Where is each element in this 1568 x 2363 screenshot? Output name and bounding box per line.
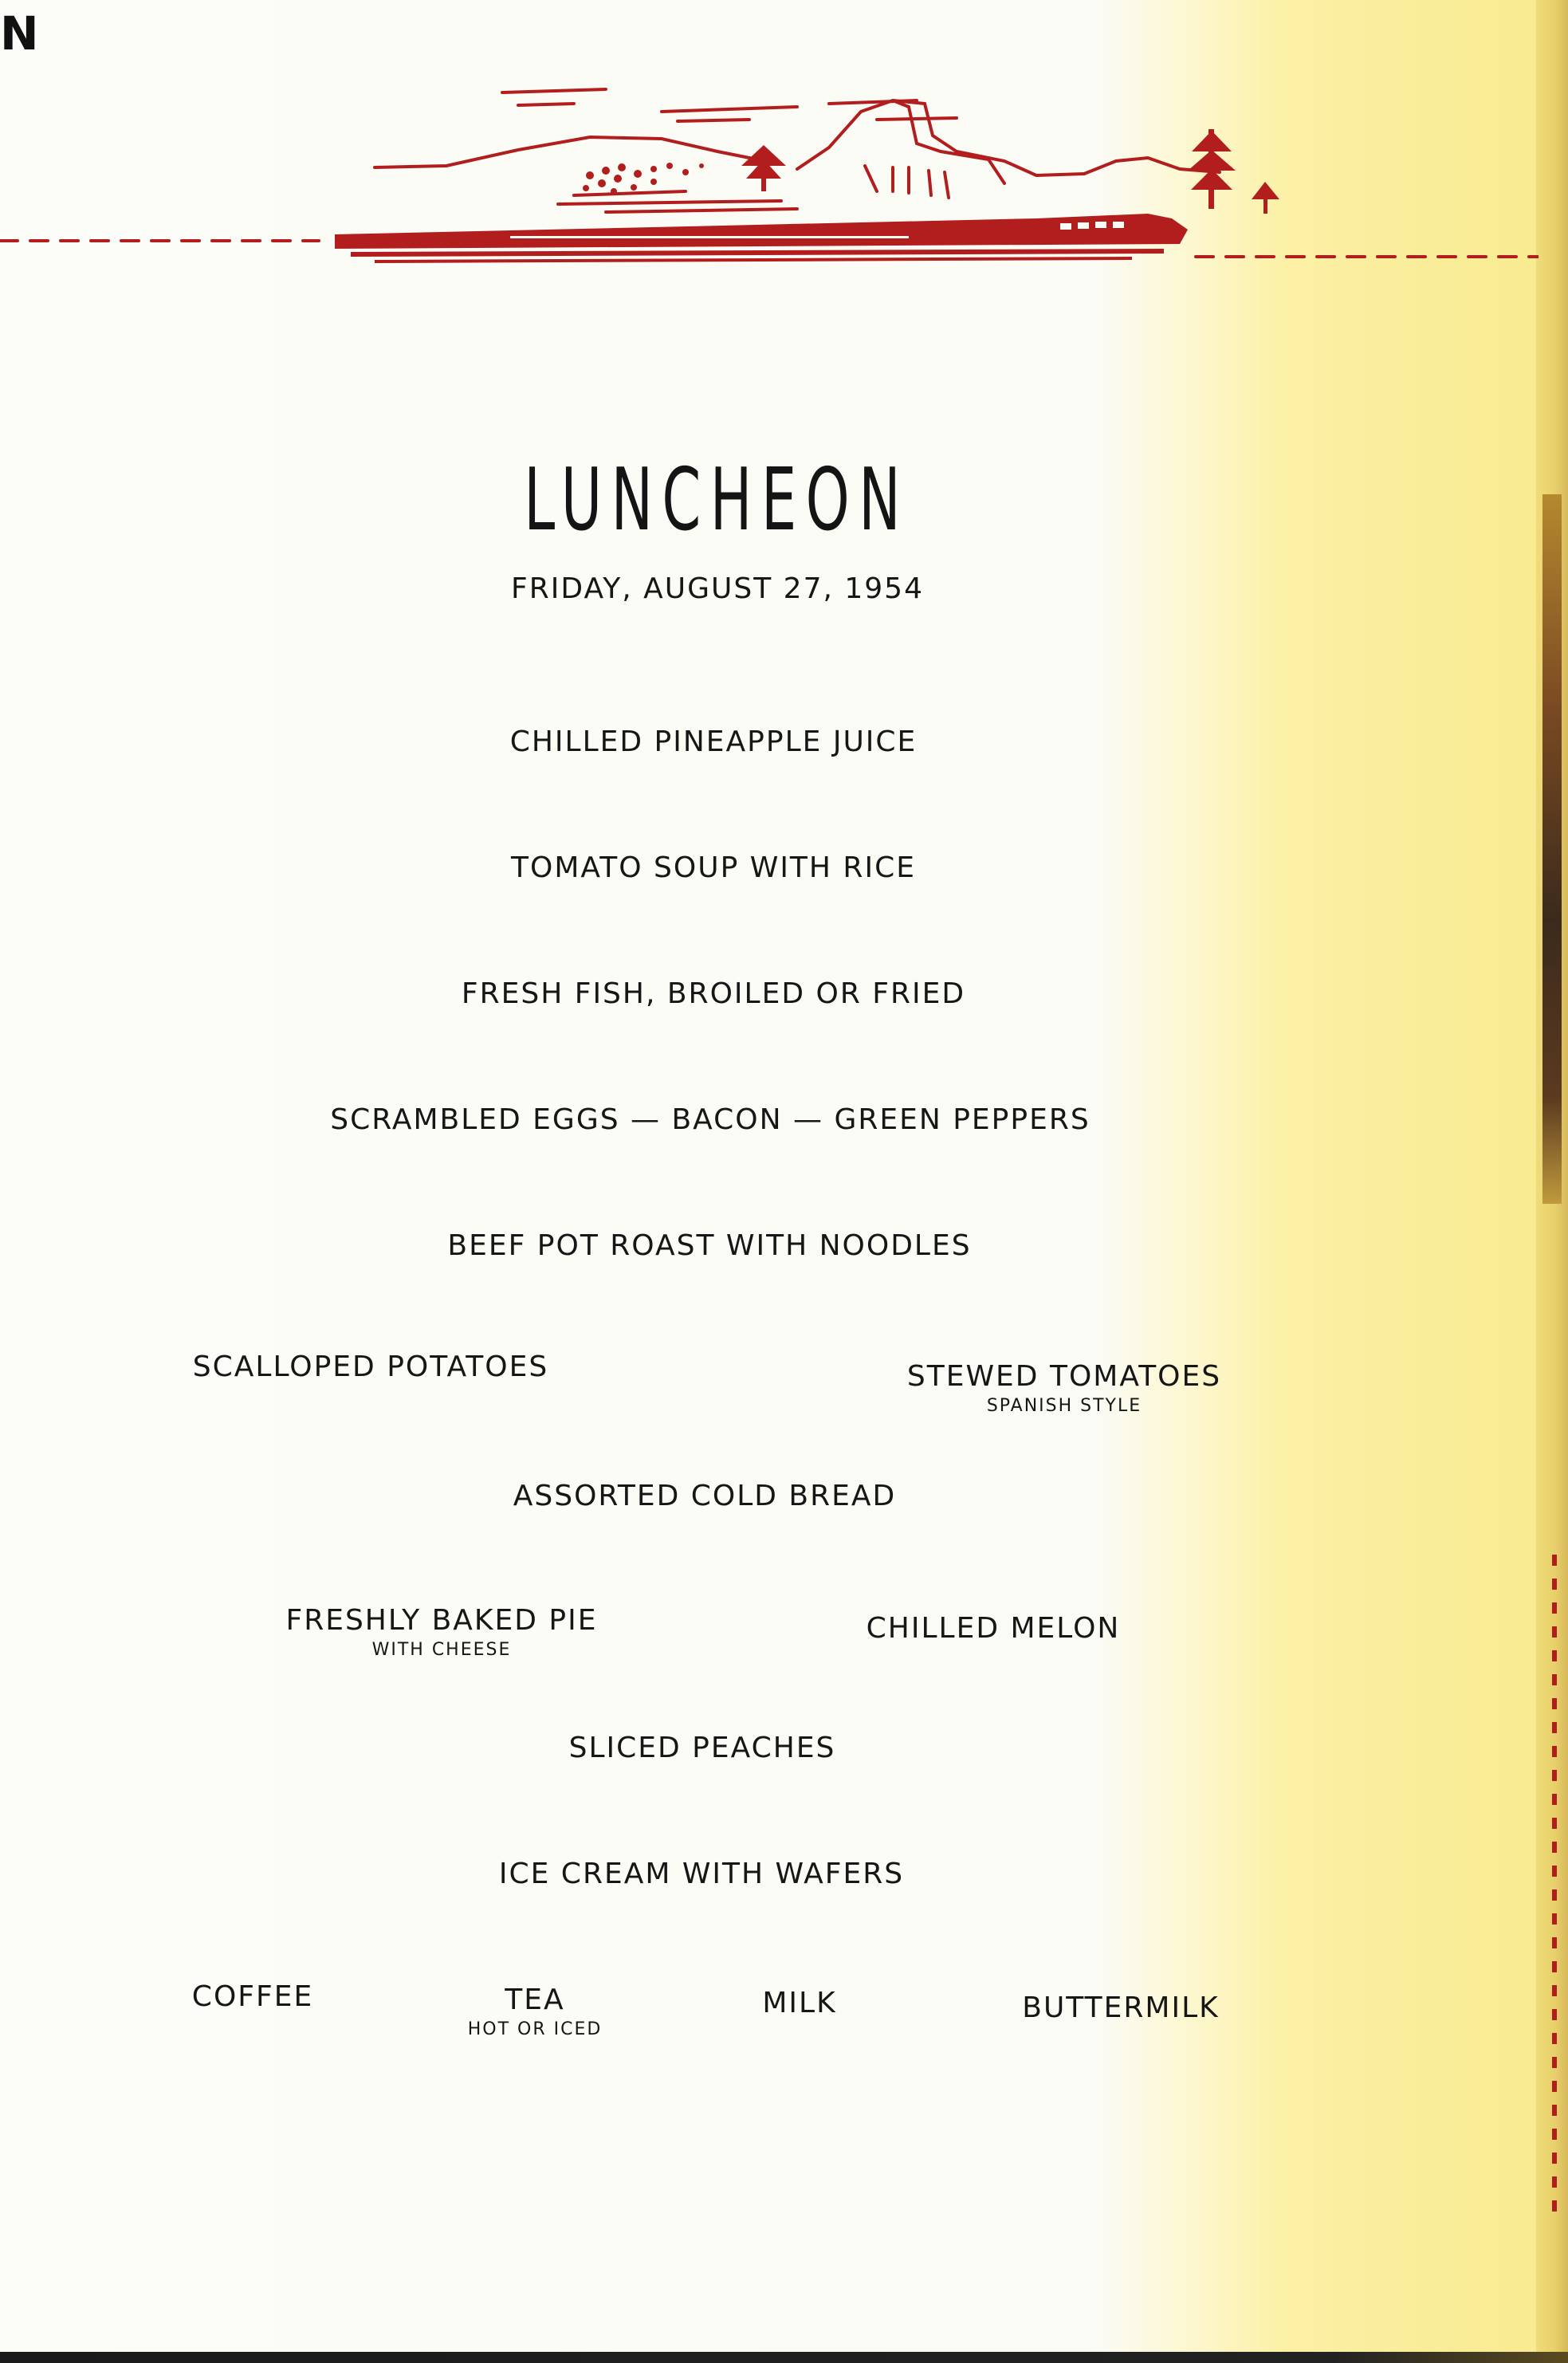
menu-item-bread: ASSORTED COLD BREAD [513,1480,897,1512]
beverage-tea-note: HOT OR ICED [467,2019,603,2039]
beverage-tea-label: TEA [505,1984,565,2016]
corner-letter: N [0,6,41,61]
menu-date: FRIDAY, AUGUST 27, 1954 [511,572,924,605]
beverage-coffee: COFFEE [191,1980,314,2013]
menu-item-pie-note: WITH CHEESE [371,1640,512,1660]
menu-item-tomatoes-label: STEWED TOMATOES [906,1360,1222,1393]
menu-item-tomatoes [907,1360,1221,1416]
beverage-tea [468,1984,603,2039]
page-edge-dark-band [1542,494,1562,1204]
menu-item-roast: BEEF POT ROAST WITH NOODLES [447,1229,972,1262]
bottom-edge-rule [0,2352,1568,2363]
menu-item-peaches: SLICED PEACHES [568,1732,836,1764]
menu-item-tomatoes-note: SPANISH STYLE [986,1396,1142,1416]
menu-item-soup: TOMATO SOUP WITH RICE [511,851,916,884]
menu-item-fish: FRESH FISH, BROILED OR FRIED [461,977,966,1010]
page-edge-strip [1536,0,1568,2363]
menu-item-melon: CHILLED MELON [866,1612,1121,1645]
beverage-buttermilk: BUTTERMILK [1022,1991,1220,2024]
menu-item-juice: CHILLED PINEAPPLE JUICE [509,725,918,758]
menu-item-pie [285,1604,597,1660]
beverage-milk: MILK [762,1987,837,2019]
page-edge-red-dashes [1552,1555,1557,2224]
menu-title: LUNCHEON [524,450,910,550]
menu-item-ice-cream: ICE CREAM WITH WAFERS [498,1858,905,1890]
menu-item-pie-label: FRESHLY BAKED PIE [285,1604,598,1637]
menu-item-potatoes: SCALLOPED POTATOES [192,1351,549,1383]
menu-item-eggs: SCRAMBLED EGGS — BACON — GREEN PEPPERS [330,1103,1091,1136]
train-landscape-illustration [0,72,1539,271]
